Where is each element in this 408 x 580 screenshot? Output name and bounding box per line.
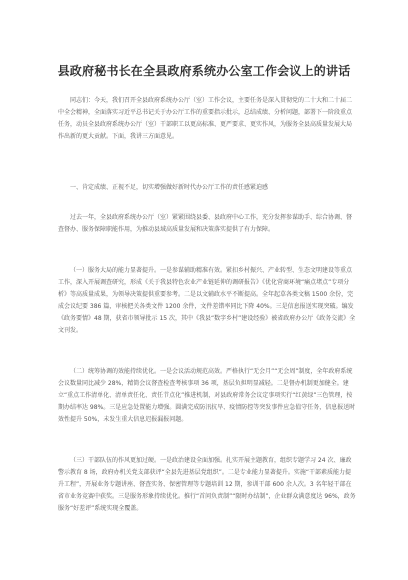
point-1-paragraph: （一）服务大局的能力显著提升。一是参谋辅助精准有效。紧扣乡村振兴、产业转型、生态文明建设等重点工作，深入开展调查研究，形成《关于我县特色农业产业链延伸的调研报告》《优化营商环境“痛点堵点”专项分析》等高质量成果，为领导决策提供重要参考。二是以文辅政水平不断提高。全年起草各类文稿 1500 余份，完成会议纪要 386 篇，审核把关各类文件 1200 余件，文件差错率同比下降 40%。三是信息报送实现突破。编发《政务要情》48 期，获省市领导批示 15 次，其中《我县“数字乡村”建设经验》被省政府办公厅《政务交流》全文刊发。 xyxy=(58,267,356,334)
intro-paragraph: 同志们：今天，我们召开全县政府系统办公厅（室）工作会议，主要任务是深入贯彻党的二十大和二十届二中全会精神，全面落实习近平总书记关于办公厅工作的重要指示批示，总结成绩、分析问题，部署下一阶段重点任务，动员全县政府系统办公厅（室）干部职工以更高标准、更严要求、更实作风，为服务全县高质量发展大局作出新的更大贡献。下面，我讲三方面意见。 xyxy=(58,97,353,140)
section-1-heading: 一、肯定成绩、正视不足，切实增强做好新时代办公厅工作的责任感紧迫感 xyxy=(70,184,269,191)
point-2-paragraph: （二）统筹协调的效能持续优化。一是会议活动规范高效。严格执行“无会月”“无会周”制度，全年政府系统会议数量同比减少 28%，精简会议督查检查考核事项 36 项，基层负担明显减轻。二是督办机制更加健全。建立“重点工作清单化、清单责任化、责任节点化”推进机制，对县政府常务会议定事项实行“红黄绿”三色管理，按期办结率达 98%。三是应急处置能力增强。圆满完成防汛抗旱、疫情防控等突发事件应急值守任务，信息报送时效性提升 50%，未发生重大信息迟报漏报问题。 xyxy=(58,368,356,423)
document-title: 县政府秘书长在全县政府系统办公室工作会议上的讲话 xyxy=(57,64,351,78)
section-1-intro: 过去一年，全县政府系统办公厅（室）紧紧围绕县委、县政府中心工作，充分发挥参谋助手、综合协调、督查督办、服务保障职能作用，为推动县域高质量发展和决策落实提供了有力保障。 xyxy=(58,214,353,233)
point-3-paragraph: （三）干部队伍的作风更加过硬。一是政治建设全面加强。扎实开展主题教育，组织专题学习 24 次、廉政警示教育 8 场，政府办机关党支部获评“全县先进基层党组织”。二是专业能力显著提升。实施“干部素质能力提升工程”，开展业务专题讲座、督查实务、保密管理等专题培训 12 期，参训干部 600 余人次。3 名年轻干部在省市业务竞赛中获奖。三是服务形象持续优化。推行“首问负责制”“限时办结制”，企业群众满意度达 96%，政务服务“好差评”系统实现全覆盖。 xyxy=(58,457,356,512)
